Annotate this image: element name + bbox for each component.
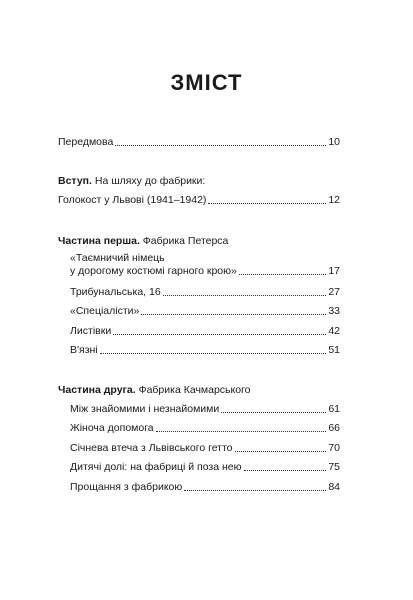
section-heading-text: Фабрика Качмарського: [138, 384, 251, 396]
toc-entry[interactable]: [70, 265, 340, 278]
toc-entry-label: «Спеціалісти»: [70, 305, 140, 317]
toc-entry[interactable]: [70, 286, 340, 299]
toc-entry[interactable]: [70, 325, 340, 338]
dot-leader: [156, 431, 327, 432]
toc-entry[interactable]: [70, 344, 340, 357]
dot-leader: [235, 451, 327, 452]
dot-leader: [244, 470, 327, 471]
toc-entry-label: Прощання з фабрикою: [70, 481, 183, 493]
section-heading-bold: Вступ.: [58, 175, 92, 187]
toc-entry-label: Трибунальська, 16: [70, 286, 161, 298]
dot-leader: [239, 274, 326, 275]
toc-entry[interactable]: [70, 403, 340, 416]
dot-leader: [184, 490, 326, 491]
dot-leader: [208, 203, 326, 204]
toc-page-number: 75: [328, 461, 340, 473]
toc-entry[interactable]: [70, 422, 340, 435]
toc-page-number: 84: [328, 481, 340, 493]
toc-entry-label: у дорогому костюмі гарного крою»: [70, 265, 237, 277]
toc-entry-label: Січнева втеча з Львівського гетто: [70, 442, 233, 454]
section-heading-text: На шляху до фабрики:: [94, 175, 206, 187]
toc-page-number: 10: [328, 136, 340, 148]
dot-leader: [115, 145, 326, 146]
dot-leader: [113, 334, 326, 335]
toc-entry[interactable]: [70, 442, 340, 455]
toc-page-number: 33: [328, 305, 340, 317]
section-heading-intro: [58, 175, 205, 187]
section-heading-text: Фабрика Петерса: [142, 235, 229, 247]
toc-entry[interactable]: [70, 481, 340, 494]
toc-page-number: 61: [328, 403, 340, 415]
toc-entry-label: Дитячі долі: на фабриці й поза нею: [70, 461, 242, 473]
dot-leader: [100, 353, 327, 354]
toc-entry-label: Між знайомими і незнайомими: [70, 403, 220, 415]
toc-entry-label: Голокост у Львові (1941–1942): [58, 194, 207, 206]
toc-page-number: 42: [328, 325, 340, 337]
section-heading-bold: Частина перша.: [58, 235, 140, 247]
section-heading-bold: Частина друга.: [58, 384, 136, 396]
toc-entry-label: Листівки: [70, 325, 112, 337]
toc-entry-intro[interactable]: [58, 194, 340, 207]
toc-entry-label: В'язні: [70, 344, 98, 356]
toc-entry-label: Передмова: [58, 136, 114, 148]
page-title: ЗМІСТ: [170, 70, 243, 95]
toc-page-number: 27: [328, 286, 340, 298]
section-heading-part1: [58, 235, 228, 247]
toc-page-number: 12: [328, 194, 340, 206]
toc-entry[interactable]: [70, 461, 340, 474]
toc-entry-preface[interactable]: [58, 136, 340, 149]
dot-leader: [163, 295, 327, 296]
dot-leader: [141, 314, 326, 315]
toc-entry[interactable]: [70, 305, 340, 318]
toc-page-number: 70: [328, 442, 340, 454]
toc-page-number: 17: [328, 265, 340, 277]
toc-entry-label: Жіноча допомога: [70, 422, 154, 434]
toc-page-number: 51: [328, 344, 340, 356]
section-heading-part2: [58, 384, 251, 396]
toc-entry-first-line: «Таємничий німець: [70, 252, 165, 264]
dot-leader: [221, 412, 326, 413]
toc-page-number: 66: [328, 422, 340, 434]
